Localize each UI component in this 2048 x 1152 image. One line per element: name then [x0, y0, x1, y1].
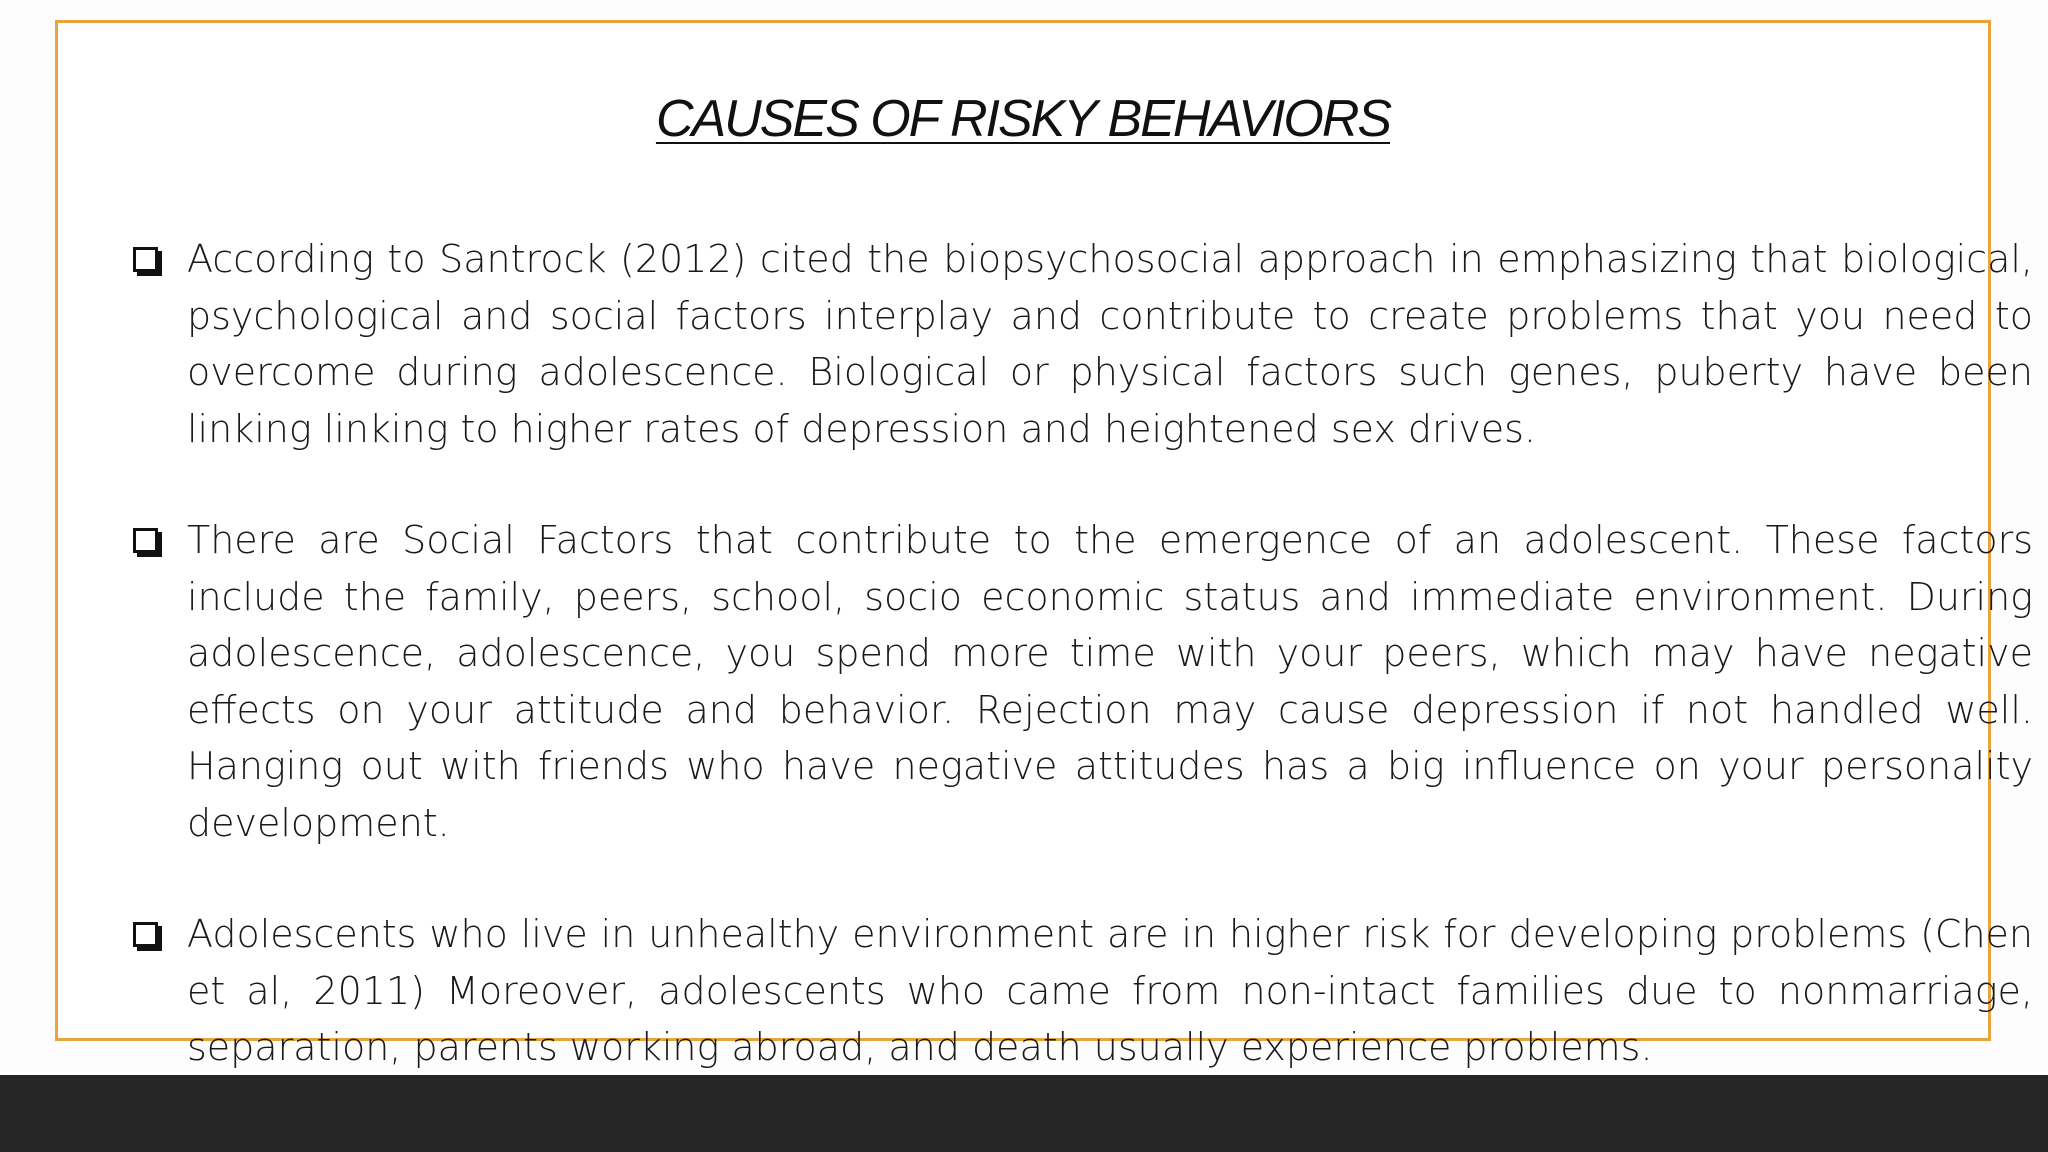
bullet-item [133, 231, 2033, 457]
bottom-bar [0, 1075, 2048, 1152]
checkbox-bullet-icon [133, 247, 158, 272]
bullet-text: There are Social Factors that contribute to the emergence of an adolescent. These factors include the family, peers, school, socio economic status and immediate environment. During adolescence, adolescence, you spend more time with your peers, which may have negative effects on your attitude and behavior. Rejection may cause depression if not handled well. Hanging out with friends who have negative attitudes has a big influence on your personality development. [187, 518, 2033, 845]
slide-title-text: CAUSES OF RISKY BEHAVIORS [655, 90, 1391, 148]
bullet-text: Adolescents who live in unhealthy environment are in higher risk for developing problems (Chen et al, 2011) Moreover, adolescents who came from non-intact families due to nonmarriage, separation, parents working abroad, and death usually experience problems. [187, 912, 2033, 1069]
bullet-list [133, 231, 2033, 1131]
bullet-text: According to Santrock (2012) cited the biopsychosocial approach in emphasizing that biological, psychological and social factors interplay and contribute to create problems that you need to overcome during adolescence. Biological or physical factors such genes, puberty have been linking linking to higher rates of depression and heightened sex drives. [187, 237, 2033, 451]
bullet-item [133, 512, 2033, 851]
bullet-item [133, 906, 2033, 1076]
slide-frame [55, 20, 2033, 1069]
checkbox-bullet-icon [133, 528, 158, 553]
checkbox-bullet-icon [133, 922, 158, 947]
slide-title [58, 91, 1988, 148]
